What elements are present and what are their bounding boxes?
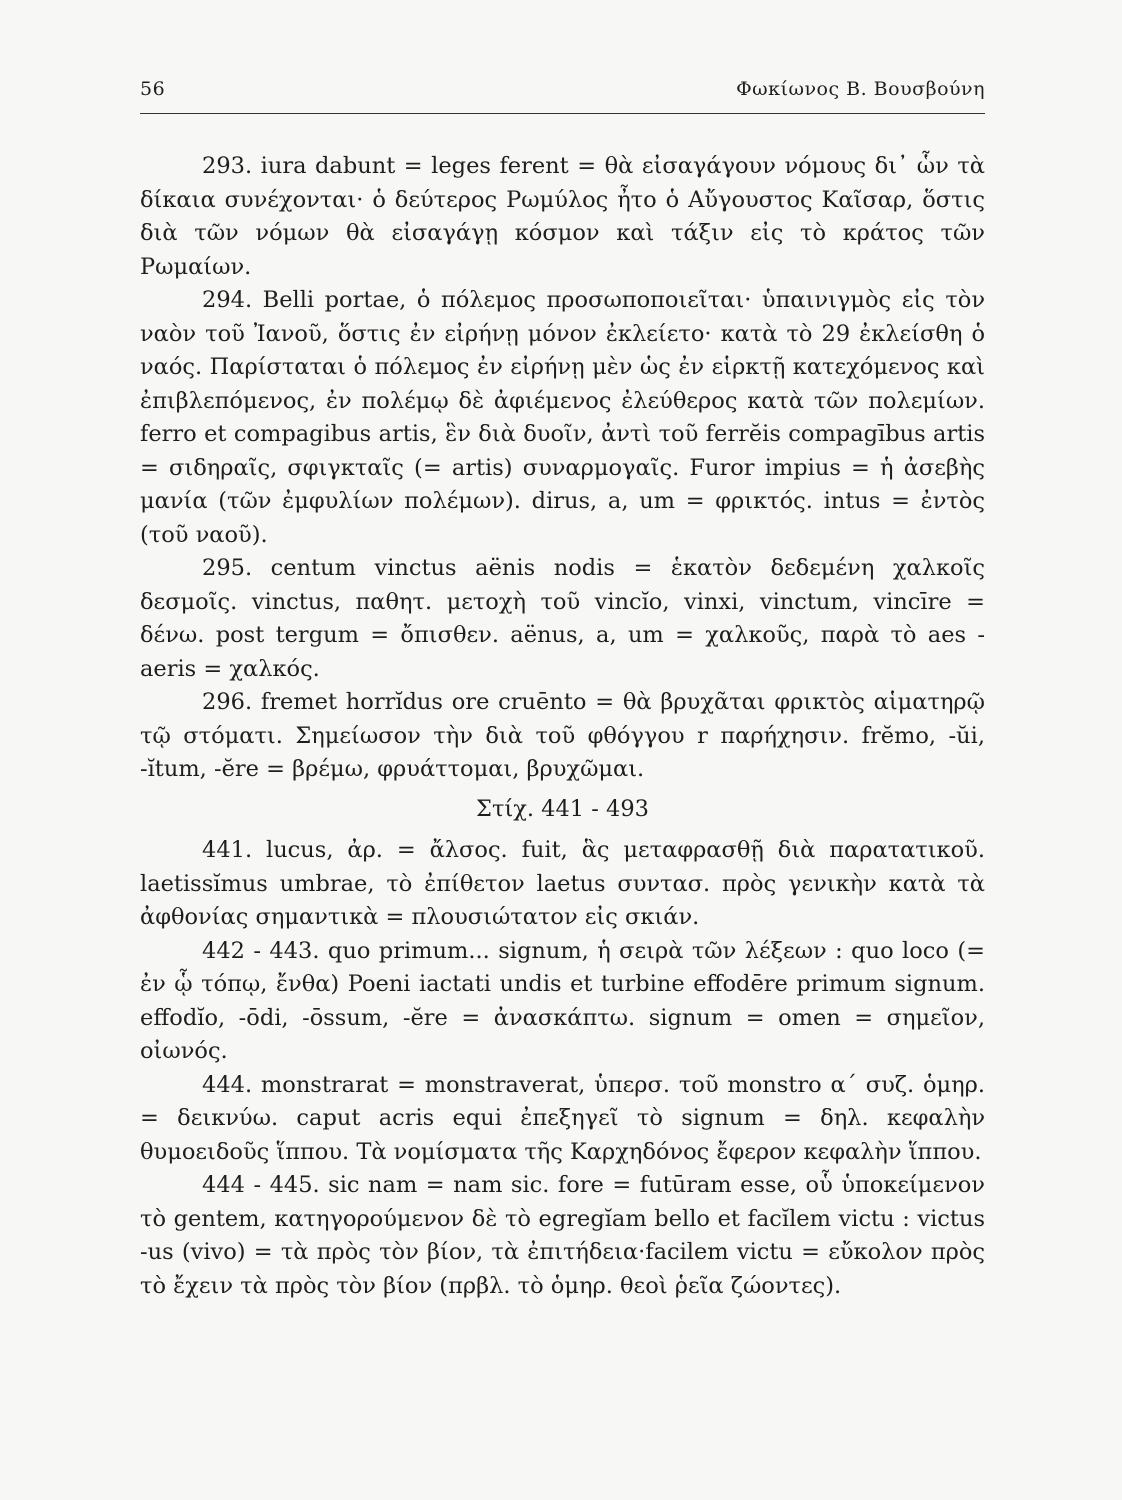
running-header <box>140 78 985 100</box>
note-296: 296. fremet horrĭdus ore cruēnto = θὰ βρυχᾶται φρικτὸς αἱματηρῷ τῷ στόματι. Σημείωσον τὴν διὰ τοῦ φθόγγου r παρήχησιν. frĕmo, -ŭi, -ĭtum, -ĕre = βρέμω, φρυάττομαι, βρυχῶμαι. <box>140 689 985 782</box>
note-444: 444. monstrarat = monstraverat, ὑπερσ. τοῦ monstro α΄ συζ. ὁμηρ. = δεικνύω. caput acris equi ἐπεξηγεῖ τὸ signum = δηλ. κεφαλὴν θυμοειδοῦς ἵππου. Τὰ νομίσματα τῆς Καρχηδόνος ἔφερον κεφαλὴν ἵππου. <box>140 1071 985 1165</box>
section-heading: Στίχ. 441 - 493 <box>476 795 649 822</box>
running-head-author: Φωκίωνος Β. Βουσβούνη <box>736 78 985 100</box>
note-444-445: 444 - 445. sic nam = nam sic. fore = futūram esse, οὗ ὑποκείμενον τὸ gentem, κατηγορούμενον δὲ τὸ egregĭam bello et facĭlem victu : victus -us (vivo) = τὰ πρὸς τὸν βίον, τὰ ἐπιτήδεια·facilem victu = εὔκολον πρὸς τὸ ἔχειν τὰ πρὸς τὸν βίον (πρβλ. τὸ ὁμηρ. θεοὶ ῥεῖα ζώοντες). <box>140 1172 985 1299</box>
note-294: 294. Belli portae, ὁ πόλεμος προσωποποιεῖται· ὑπαινιγμὸς εἰς τὸν ναὸν τοῦ Ἰανοῦ, ὅστις ἐν εἰρήνῃ μόνον ἐκλείετο· κατὰ τὸ 29 ἐκλείσθη ὁ ναός. Παρίσταται ὁ πόλεμος ἐν εἰρήνῃ μὲν ὡς ἐν εἱρκτῇ κατεχόμενος καὶ ἐπιβλεπόμενος, ἐν πολέμῳ δὲ ἀφιέμενος ἐλεύθερος κατὰ τῶν πολεμίων. ferro et compagibus artis, ἓν διὰ δυοῖν, ἀντὶ τοῦ ferrĕis compagībus artis = σιδηραῖς, σφιγκταῖς (= artis) συναρμογαῖς. Furor impius = ἡ ἀσεβὴς μανία (τῶν ἐμφυλίων πολέμων). dirus, a, um = φρικτός. intus = ἐντὸς (τοῦ ναοῦ). <box>140 287 985 548</box>
note-442-443: 442 - 443. quo primum... signum, ἡ σειρὰ τῶν λέξεων : quo loco (= ἐν ᾧ τόπῳ, ἔνθα) Poeni iactati undis et turbine effodēre primum signum. effodĭo, -ōdi, -ōssum, -ĕre = ἀνασκάπτω. signum = omen = σημεῖον, οἰωνός. <box>140 937 985 1064</box>
header-rule <box>140 113 985 114</box>
note-293: 293. iura dabunt = leges ferent = θὰ εἰσαγάγουν νόμους δι᾽ ὧν τὰ δίκαια συνέχονται· ὁ δεύτερος Ρωμύλος ἦτο ὁ Αὔγουστος Καῖσαρ, ὅστις διὰ τῶν νόμων θὰ εἰσαγάγῃ κόσμον καὶ τάξιν εἰς τὸ κράτος τῶν Ρωμαίων. <box>140 153 985 280</box>
note-295: 295. centum vinctus aënis nodis = ἑκατὸν δεδεμένη χαλκοῖς δεσμοῖς. vinctus, παθητ. μετοχὴ τοῦ vincĭo, vinxi, vinctum, vincīre = δένω. post tergum = ὄπισθεν. aënus, a, um = χαλκοῦς, παρὰ τὸ aes - aeris = χαλκός. <box>140 555 985 682</box>
commentary-body <box>140 150 985 1303</box>
page-number: 56 <box>140 78 166 100</box>
note-441: 441. lucus, ἀρ. = ἄλσος. fuit, ἃς μεταφρασθῇ διὰ παρατατικοῦ. laetissĭmus umbrae, τὸ ἐπίθετον laetus συντασ. πρὸς γενικὴν κατὰ τὰ ἀφθονίας σημαντικὰ = πλουσιώτατον εἰς σκιάν. <box>140 837 985 930</box>
